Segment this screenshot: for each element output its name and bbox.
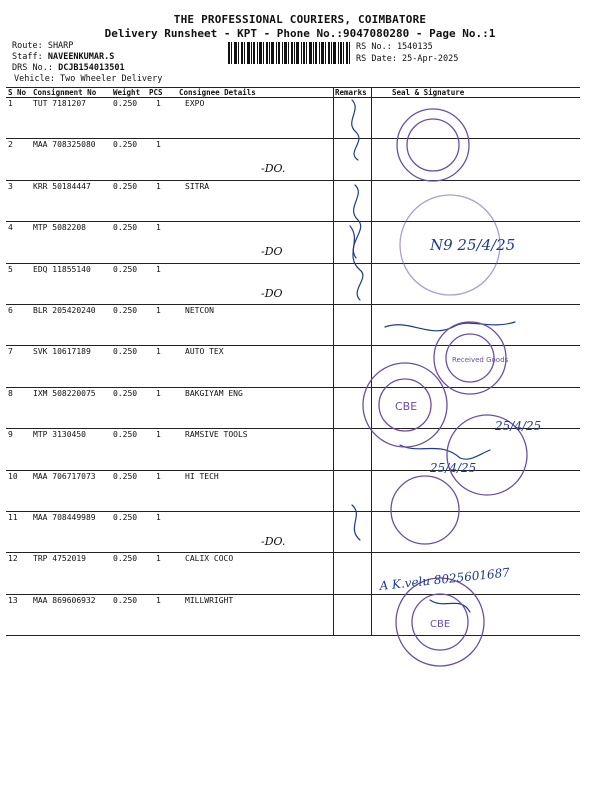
cell-sno: 10 [8, 471, 18, 481]
cell-sno: 6 [8, 306, 13, 315]
handwritten-note: -DO. [261, 535, 286, 548]
cell-sno: 9 [8, 430, 13, 440]
cell-pcs: 1 [156, 430, 161, 440]
cell-pcs: 1 [156, 388, 161, 398]
cell-consignee: CALIX COCO [185, 554, 234, 564]
rs-date: RS Date: 25-Apr-2025 [356, 54, 459, 64]
cell-pcs: 1 [156, 554, 161, 564]
stamp-cbe-text: CBE [430, 619, 451, 630]
cell-consignee: SITRA [185, 181, 210, 191]
cell-pcs: 1 [156, 595, 161, 605]
cell-consignment: EDQ 11855140 [33, 264, 91, 274]
cell-weight: 0.250 [113, 595, 138, 605]
cell-consignee: NETCON [185, 306, 214, 315]
cell-pcs: 1 [156, 264, 161, 274]
cell-sno: 4 [8, 223, 13, 233]
cell-consignment: SVK 10617189 [33, 347, 91, 357]
table-rule [6, 97, 580, 98]
cell-pcs: 1 [156, 140, 161, 150]
cell-weight: 0.250 [113, 181, 138, 191]
table-rule [6, 511, 580, 512]
table-rule [6, 552, 580, 553]
cell-sno: 8 [8, 388, 13, 398]
stamp-cbe-text: CBE [395, 400, 418, 413]
cell-consignment: MAA 708449989 [33, 513, 96, 522]
table-rule [6, 594, 580, 595]
cell-weight: 0.250 [113, 264, 138, 274]
doc-subtitle: Delivery Runsheet - KPT - Phone No.:9047080280 - Page No.:1 [104, 27, 496, 40]
cell-consignment: MTP 3130450 [33, 430, 86, 440]
rs-number: RS No.: 1540135 [356, 42, 433, 52]
cell-sno: 11 [8, 513, 18, 522]
table-rule [6, 304, 580, 305]
cell-weight: 0.250 [113, 99, 138, 108]
cell-consignment: TUT 7181207 [33, 99, 86, 108]
staff-label: Staff: [12, 52, 43, 62]
cell-consignee: RAMSIVE TOOLS [185, 430, 248, 440]
runsheet-table [6, 87, 580, 635]
col-header-consignee: Consignee Details [179, 88, 256, 97]
cell-consignee: EXPO [185, 99, 205, 108]
table-rule [6, 138, 580, 139]
cell-consignee: AUTO TEX [185, 347, 224, 357]
cell-consignment: MTP 5082208 [33, 223, 86, 233]
cell-consignment: KRR 50184447 [33, 181, 91, 191]
cell-consignee: HI TECH [185, 471, 219, 481]
cell-weight: 0.250 [113, 223, 138, 233]
doc-title: THE PROFESSIONAL COURIERS, COIMBATORE [173, 13, 427, 26]
cell-sno: 3 [8, 181, 13, 191]
table-rule [6, 345, 580, 346]
staff-line [12, 52, 114, 62]
row8-signature-text: 25/4/25 [495, 419, 542, 433]
vehicle-line: Vehicle: Two Wheeler Delivery [14, 74, 163, 84]
staff-value: NAVEENKUMAR.S [47, 52, 115, 62]
cell-consignment: BLR 205420240 [33, 306, 96, 315]
table-rule [6, 387, 580, 388]
cell-weight: 0.250 [113, 140, 138, 150]
cell-pcs: 1 [156, 513, 161, 522]
cell-consignee: MILLWRIGHT [185, 595, 234, 605]
cell-weight: 0.250 [113, 513, 138, 522]
cell-pcs: 1 [156, 471, 161, 481]
cell-consignment: IXM 508220075 [33, 388, 96, 398]
row9-signature-text: 25/4/25 [430, 461, 477, 475]
cell-pcs: 1 [156, 223, 161, 233]
drs-label: DRS No.: [12, 63, 53, 73]
table-rule [6, 180, 580, 181]
cell-sno: 7 [8, 347, 13, 357]
cell-pcs: 1 [156, 306, 161, 315]
col-header-pcs: PCS [149, 88, 163, 97]
table-rule [6, 470, 580, 471]
cell-sno: 5 [8, 264, 13, 274]
col-header-weight: Weight [113, 88, 141, 97]
handwritten-note: -DO. [261, 162, 286, 176]
col-header-consignment: Consignment No [33, 88, 97, 97]
cell-weight: 0.250 [113, 554, 138, 564]
row12-signature-text: A K.velu 8025601687 [378, 565, 511, 593]
table-rule [6, 263, 580, 264]
cell-consignment: MAA 706717073 [33, 471, 96, 481]
cell-sno: 12 [8, 554, 18, 564]
col-header-remarks: Remarks [335, 88, 367, 97]
cell-weight: 0.250 [113, 347, 138, 357]
cell-consignment: MAA 708325080 [33, 140, 96, 150]
table-rule [6, 635, 580, 636]
drs-value: DCJB154013501 [58, 63, 125, 73]
cell-consignment: TRP 4752019 [33, 554, 86, 564]
col-header-seal: Seal & Signature [392, 88, 465, 97]
cell-sno: 2 [8, 140, 13, 150]
row4-signature-text: N9 25/4/25 [430, 236, 516, 254]
cell-sno: 13 [8, 595, 18, 605]
stamp-received-text: Received Goods [452, 356, 509, 364]
cell-consignment: MAA 869606932 [33, 595, 96, 605]
cell-pcs: 1 [156, 347, 161, 357]
handwritten-note: -DO [261, 286, 283, 300]
cell-weight: 0.250 [113, 430, 138, 440]
cell-sno: 1 [8, 99, 13, 108]
cell-weight: 0.250 [113, 388, 138, 398]
cell-consignee: BAKGIYAM ENG [185, 388, 243, 398]
cell-weight: 0.250 [113, 471, 138, 481]
drs-line [12, 63, 125, 73]
route-line: Route: SHARP [12, 41, 74, 51]
handwritten-note: -DO [261, 245, 283, 259]
cell-weight: 0.250 [113, 306, 138, 315]
table-rule [6, 428, 580, 429]
cell-pcs: 1 [156, 99, 161, 108]
barcode-image [228, 42, 350, 64]
table-rule [6, 221, 580, 222]
col-header-sno: S No [8, 88, 27, 97]
cell-pcs: 1 [156, 181, 161, 191]
